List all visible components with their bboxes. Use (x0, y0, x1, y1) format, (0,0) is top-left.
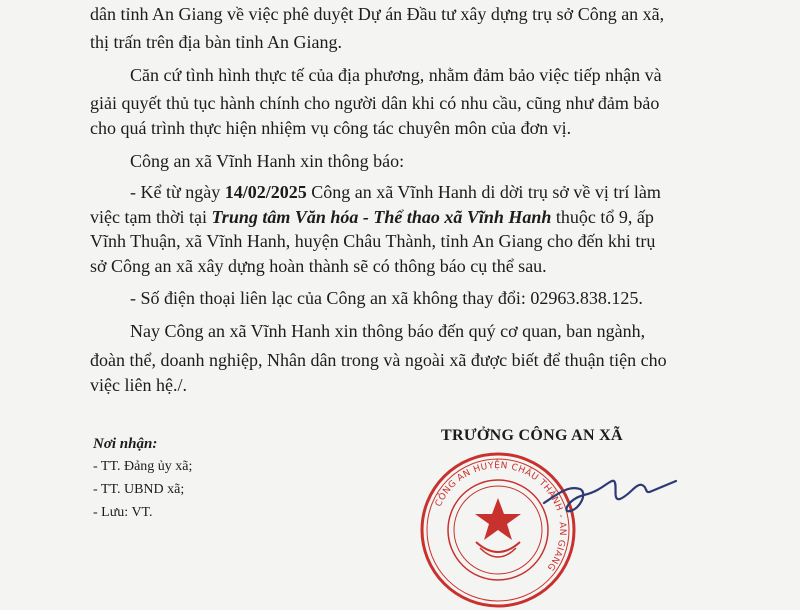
paragraph-line: Căn cứ tình hình thực tế của địa phương, nhằm đảm bảo việc tiếp nhận và (130, 65, 662, 85)
text-run: Công an xã Vĩnh Hanh di dời trụ sở về vị trí làm (306, 182, 661, 202)
svg-text:CÔNG AN HUYỆN CHÂU THÀNH - AN: CÔNG AN HUYỆN CHÂU THÀNH - AN GIANG (433, 460, 568, 573)
move-date: 14/02/2025 (224, 182, 307, 202)
recipient-item: - TT. UBND xã; (93, 482, 185, 497)
paragraph-line: đoàn thể, doanh nghiệp, Nhân dân trong và ngoài xã được biết để thuận tiện cho (90, 350, 667, 370)
recipient-item: - TT. Đảng ủy xã; (93, 459, 193, 474)
paragraph-line: sở Công an xã xây dựng hoàn thành sẽ có thông báo cụ thể sau. (90, 256, 547, 276)
temporary-location: Trung tâm Văn hóa - Thể thao xã Vĩnh Hanh (211, 207, 552, 227)
paragraph-line: thị trấn trên địa bàn tỉnh An Giang. (90, 32, 342, 52)
recipients-title: Nơi nhận: (93, 436, 158, 452)
paragraph-line: - Số điện thoại liên lạc của Công an xã không thay đổi: 02963.838.125. (130, 288, 643, 308)
paragraph-line (130, 181, 661, 203)
text-run: việc tạm thời tại (90, 207, 212, 227)
paragraph-line: giải quyết thủ tục hành chính cho người dân khi có nhu cầu, cũng như đảm bảo (90, 93, 660, 113)
paragraph-line: Công an xã Vĩnh Hanh xin thông báo: (130, 151, 405, 171)
signature-icon (540, 465, 680, 525)
paragraph-line: việc liên hệ./. (90, 375, 187, 395)
paragraph-line: Nay Công an xã Vĩnh Hanh xin thông báo đến quý cơ quan, ban ngành, (130, 321, 646, 341)
signer-title: TRƯỞNG CÔNG AN XÃ (441, 427, 623, 444)
text-run: thuộc tổ 9, ấp (551, 207, 654, 227)
paragraph-line: dân tỉnh An Giang về việc phê duyệt Dự án Đầu tư xây dựng trụ sở Công an xã, (90, 4, 665, 24)
recipient-item: - Lưu: VT. (93, 505, 153, 520)
paragraph-line: Vĩnh Thuận, xã Vĩnh Hanh, huyện Châu Thành, tỉnh An Giang cho đến khi trụ (90, 231, 656, 251)
text-run: - Kể từ ngày (130, 182, 225, 202)
paragraph-line: cho quá trình thực hiện nhiệm vụ công tác chuyên môn của đơn vị. (90, 118, 572, 138)
paragraph-line (90, 206, 654, 228)
